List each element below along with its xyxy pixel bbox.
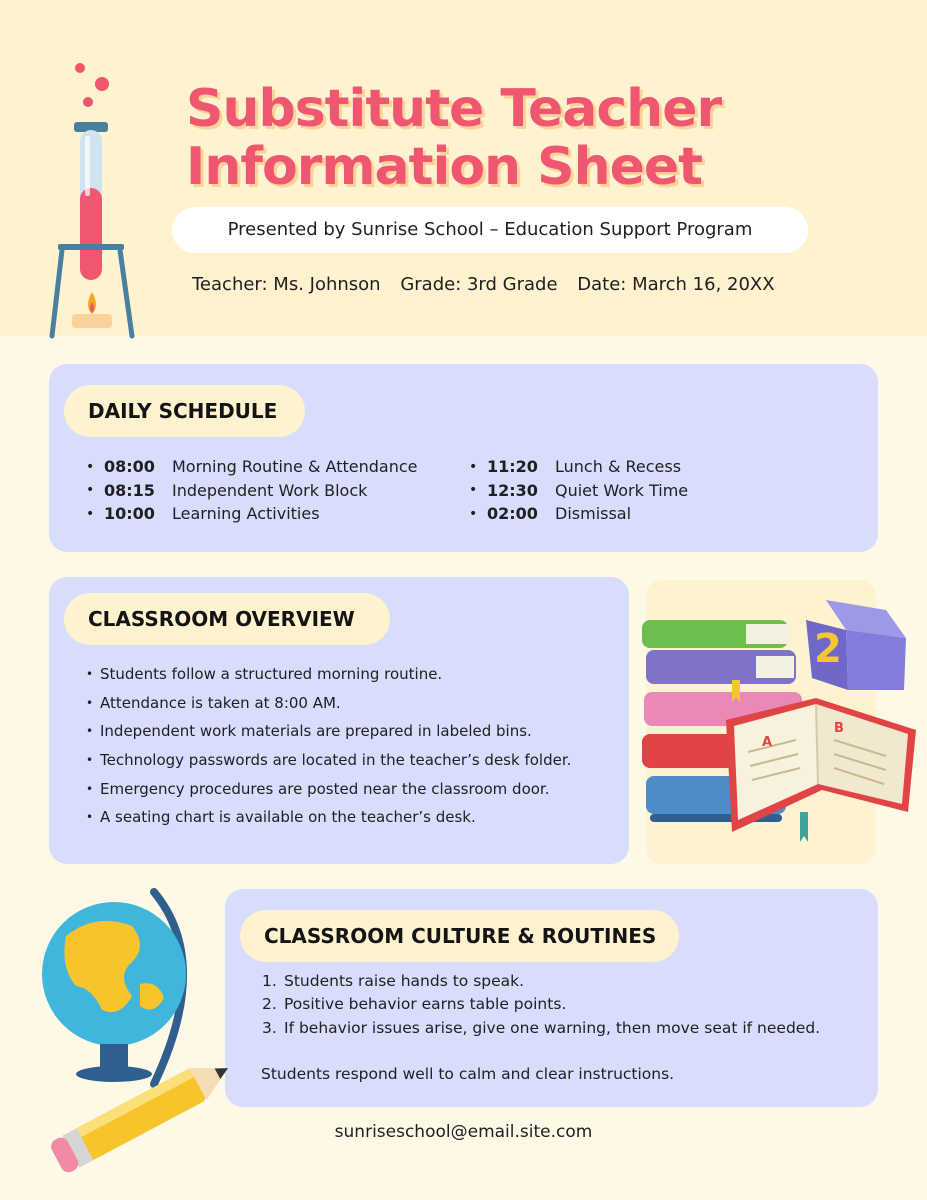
list-item: 2. Positive behavior earns table points. [262,995,567,1014]
block-number: 2 [814,626,842,672]
list-item: • Emergency procedures are posted near the classroom door. [86,779,550,798]
schedule-item: • 12:30 Quiet Work Time [469,480,689,500]
culture-heading: CLASSROOM CULTURE & ROUTINES [240,910,679,962]
culture-list [262,969,820,1040]
list-item: • Students follow a structured morning routine. [86,665,443,684]
schedule-list-left [86,455,417,526]
grade-level: Grade: 3rd Grade [400,274,558,295]
schedule-item: • 02:00 Dismissal [469,504,632,524]
teacher-name: Teacher: Ms. Johnson [192,274,381,295]
contact-email[interactable]: sunriseschool@email.site.com [334,1122,593,1142]
list-item: • Attendance is taken at 8:00 AM. [86,693,341,712]
title-line-1: Substitute Teacher [186,79,722,139]
list-item: • A seating chart is available on the teacher’s desk. [86,808,476,827]
list-item: • Technology passwords are located in the teacher’s desk folder. [86,751,572,770]
book-page-right: B [834,721,844,736]
presented-by-banner: Presented by Sunrise School – Education Support Program [172,207,808,253]
overview-heading: CLASSROOM OVERVIEW [64,593,390,645]
date: Date: March 16, 20XX [577,274,775,295]
books-illustration [636,580,918,864]
culture-note: Students respond well to calm and clear instructions. [261,1065,675,1083]
schedule-item: • 08:00 Morning Routine & Attendance [86,457,418,477]
title-line-2: Information Sheet [186,137,703,197]
list-item: • Independent work materials are prepared in labeled bins. [86,722,532,741]
schedule-item: • 11:20 Lunch & Recess [469,457,682,477]
globe-pencil-illustration [36,888,246,1150]
list-item: 3. If behavior issues arise, give one warning, then move seat if needed. [262,1018,821,1037]
schedule-list-right [469,455,688,526]
page-title [186,80,826,196]
schedule-heading: DAILY SCHEDULE [64,385,305,437]
schedule-item: • 08:15 Independent Work Block [86,480,368,500]
overview-list [86,660,571,832]
book-page-left: A [762,735,773,750]
schedule-item: • 10:00 Learning Activities [86,504,320,524]
test-tube-illustration [40,60,150,340]
teacher-meta [192,272,789,298]
list-item: 1. Students raise hands to speak. [262,971,525,990]
